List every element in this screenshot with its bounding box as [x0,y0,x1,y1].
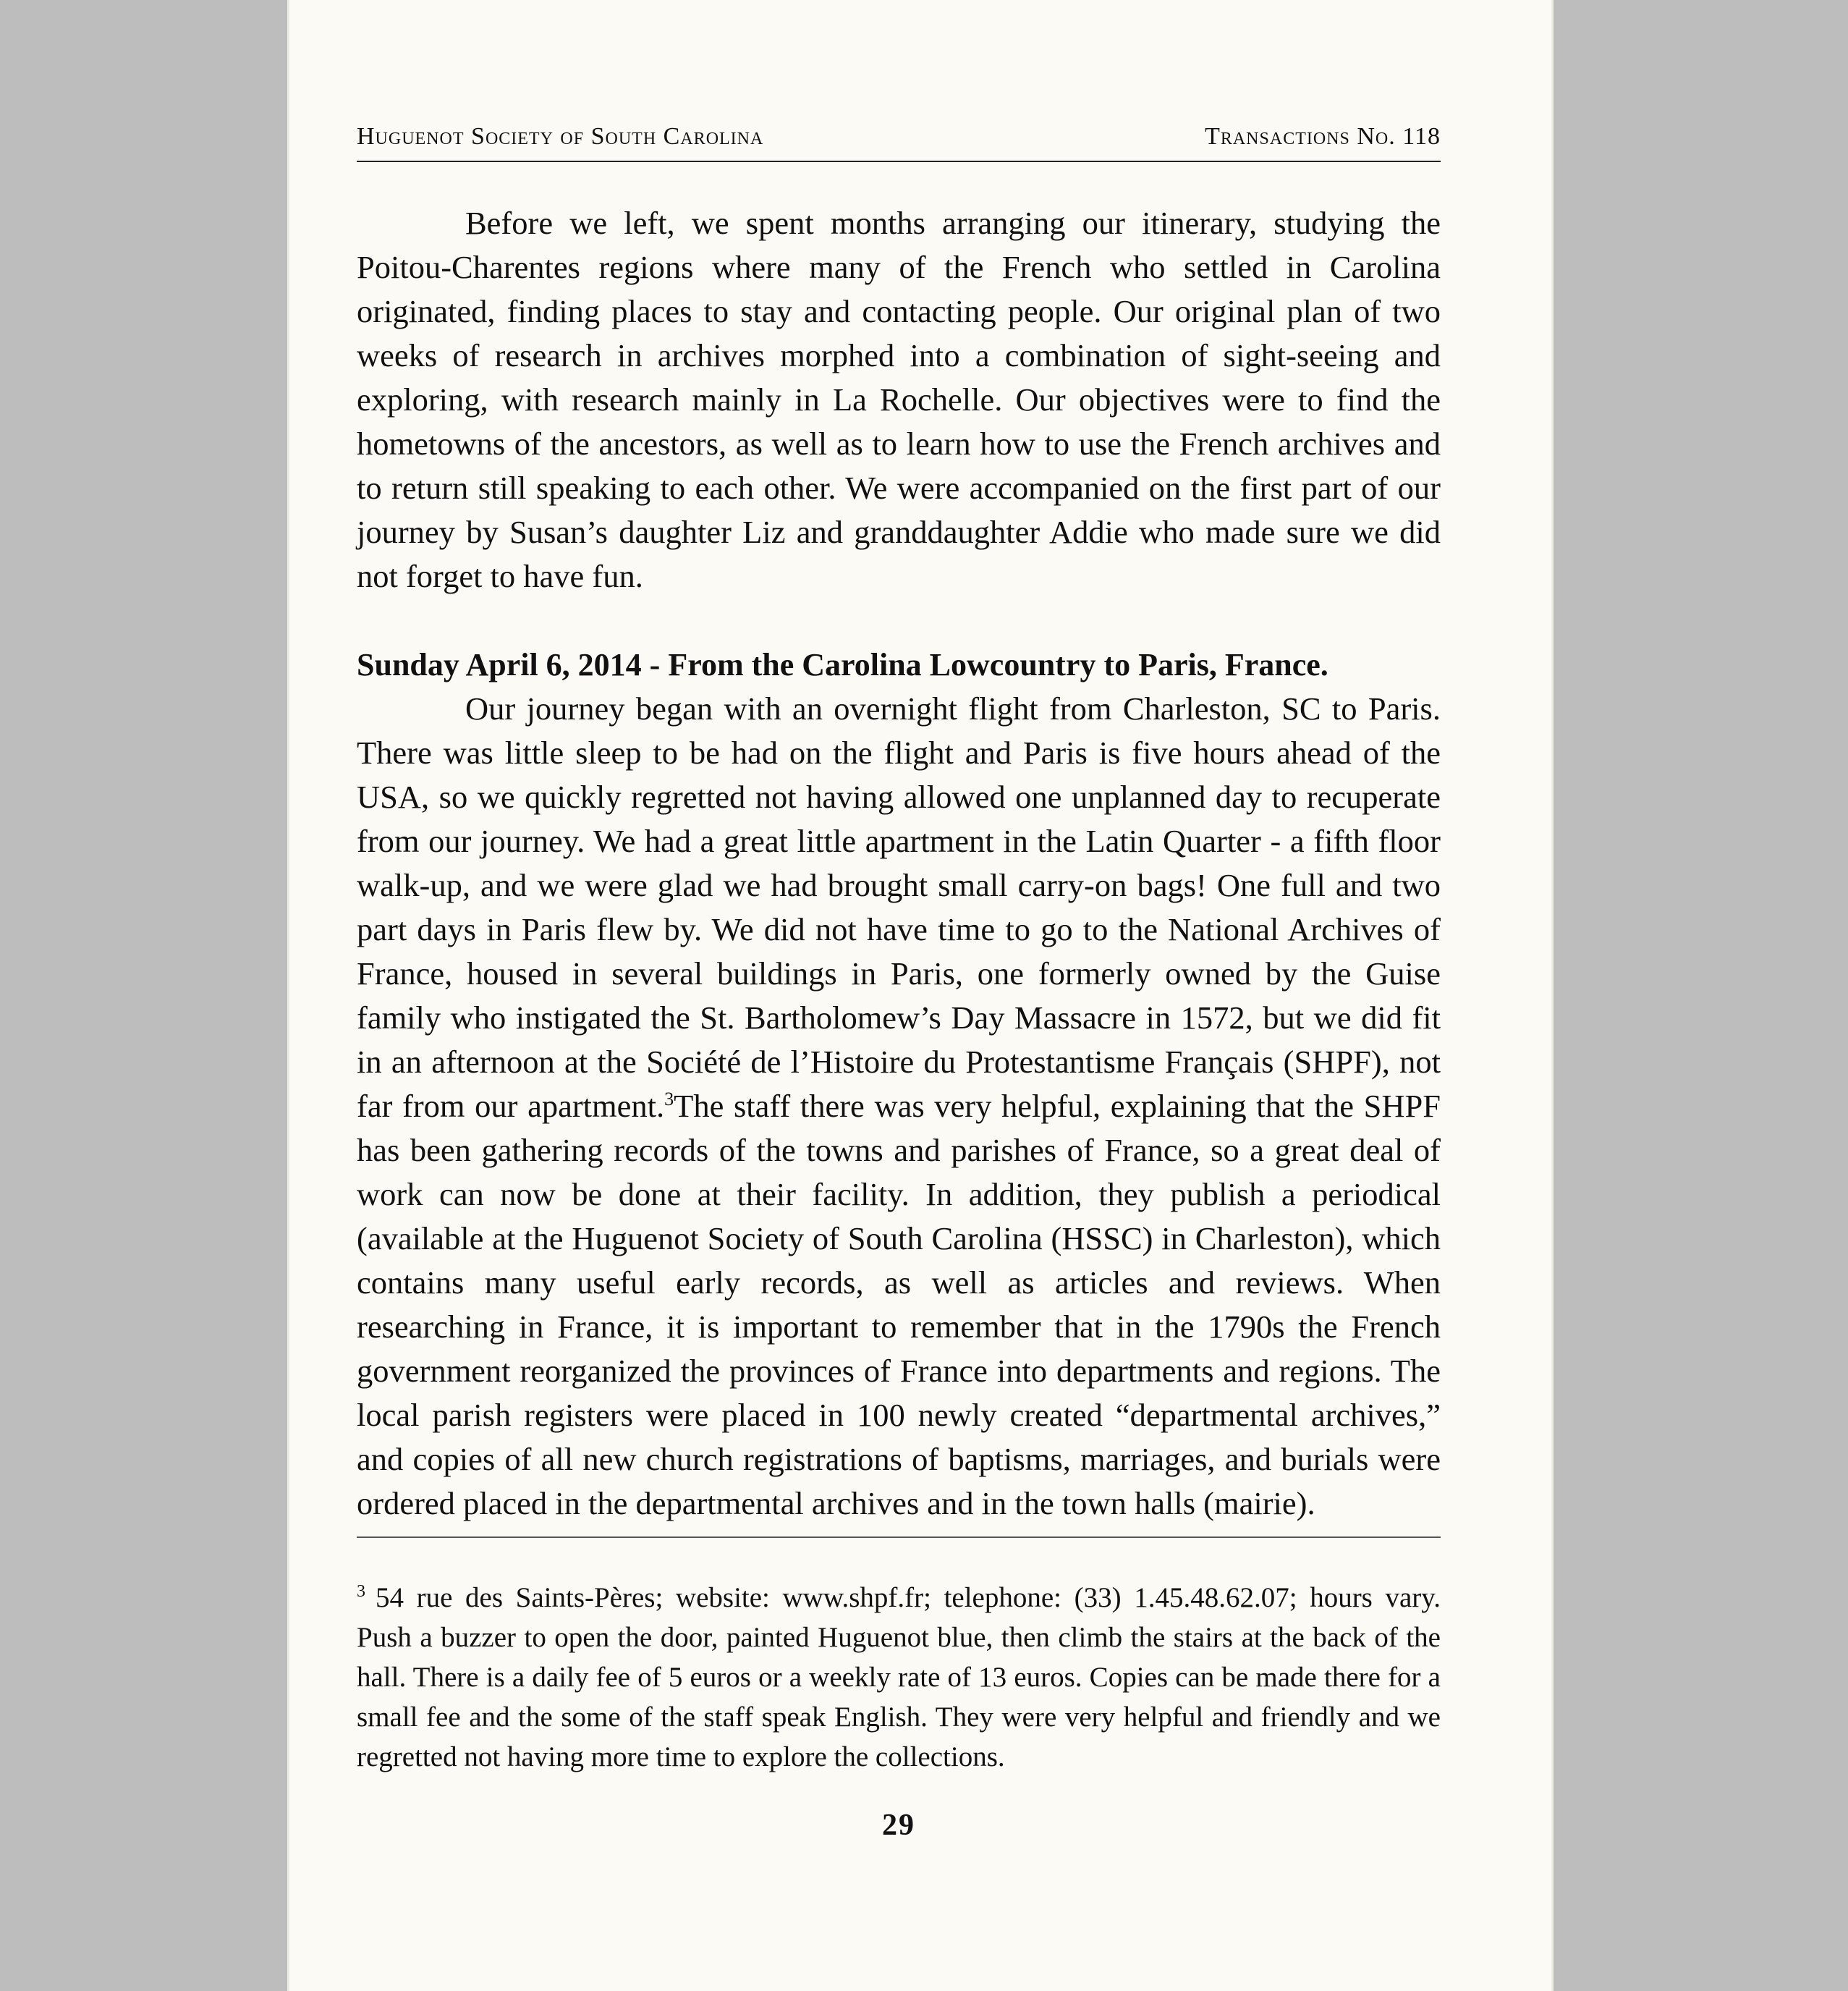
running-head [357,123,1441,151]
running-head-left: Huguenot Society of South Carolina [357,123,764,150]
section-heading: Sunday April 6, 2014 - From the Carolina Lowcountry to Paris, France. [357,647,1328,682]
footnote-mark: 3 [357,1582,365,1601]
footnote-text: 54 rue des Saints-Pères; website: www.shpf.fr; telephone: (33) 1.45.48.62.07; hours vary. Push a buzzer to open the door, painted Huguenot blue, then climb the stairs at the back of the hall. There is a daily fee of 5 euros or a weekly rate of 13 euros. Copies can be made there for a small fee and the some of the staff speak English. They were very helpful and friendly and we regretted not having more time to explore the collections. [357,1582,1441,1772]
paragraph-1: Before we left, we spent months arranging our itinerary, studying the Poitou-Charentes regions where many of the French who settled in Carolina originated, finding places to stay and contacting people. Our original plan of two weeks of research in archives morphed into a combination of sight-seeing and exploring, with research mainly in La Rochelle. Our objectives were to find the hometowns of the ancestors, as well as to learn how to use the French archives and to return still speaking to each other. We were accompanied on the first part of our journey by Susan’s daughter Liz and granddaughter Addie who made sure we did not forget to have fun. [357,205,1441,594]
page-number: 29 [882,1809,915,1842]
paragraph-2-part-2: The staff there was very helpful, explaining that the SHPF has been gathering records of the towns and parishes of France, so a great deal of work can now be done at their facility. In addition, they publish a periodical (available at the Huguenot Society of South Carolina (HSSC) in Charleston), which contains many useful early records, as well as articles and reviews. When researching in France, it is important to remember that in the 1790s the French government reorganized the provinces of France into departments and regions. The local parish registers were placed in 100 newly created “departmental archives,” and copies of all new church registrations of baptisms, marriages, and burials were ordered placed in the departmental archives and in the town halls (mairie). [357,1088,1441,1521]
running-head-right: Transactions No. 118 [1205,123,1441,150]
footnote-rule [357,1536,1441,1538]
header-rule [357,161,1441,162]
footnote [357,1578,1441,1777]
footnote-reference[interactable]: 3 [664,1089,674,1110]
paragraph-2 [357,687,1441,1526]
paragraph-2-part-1: Our journey began with an overnight flight from Charleston, SC to Paris. There was little sleep to be had on the flight and Paris is five hours ahead of the USA, so we quickly regretted not having allowed one unplanned day to recuperate from our journey. We had a great little apartment in the Latin Quarter - a fifth floor walk-up, and we were glad we had brought small carry-on bags! One full and two part days in Paris flew by. We did not have time to go to the National Archives of France, housed in several buildings in Paris, one formerly owned by the Guise family who instigated the St. Bartholomew’s Day Massacre in 1572, but we did fit in an afternoon at the Société de l’Histoire du Protestantisme Français (SHPF), not far from our apartment. [357,690,1441,1124]
book-page [287,0,1554,1991]
main-text [357,201,1441,1526]
